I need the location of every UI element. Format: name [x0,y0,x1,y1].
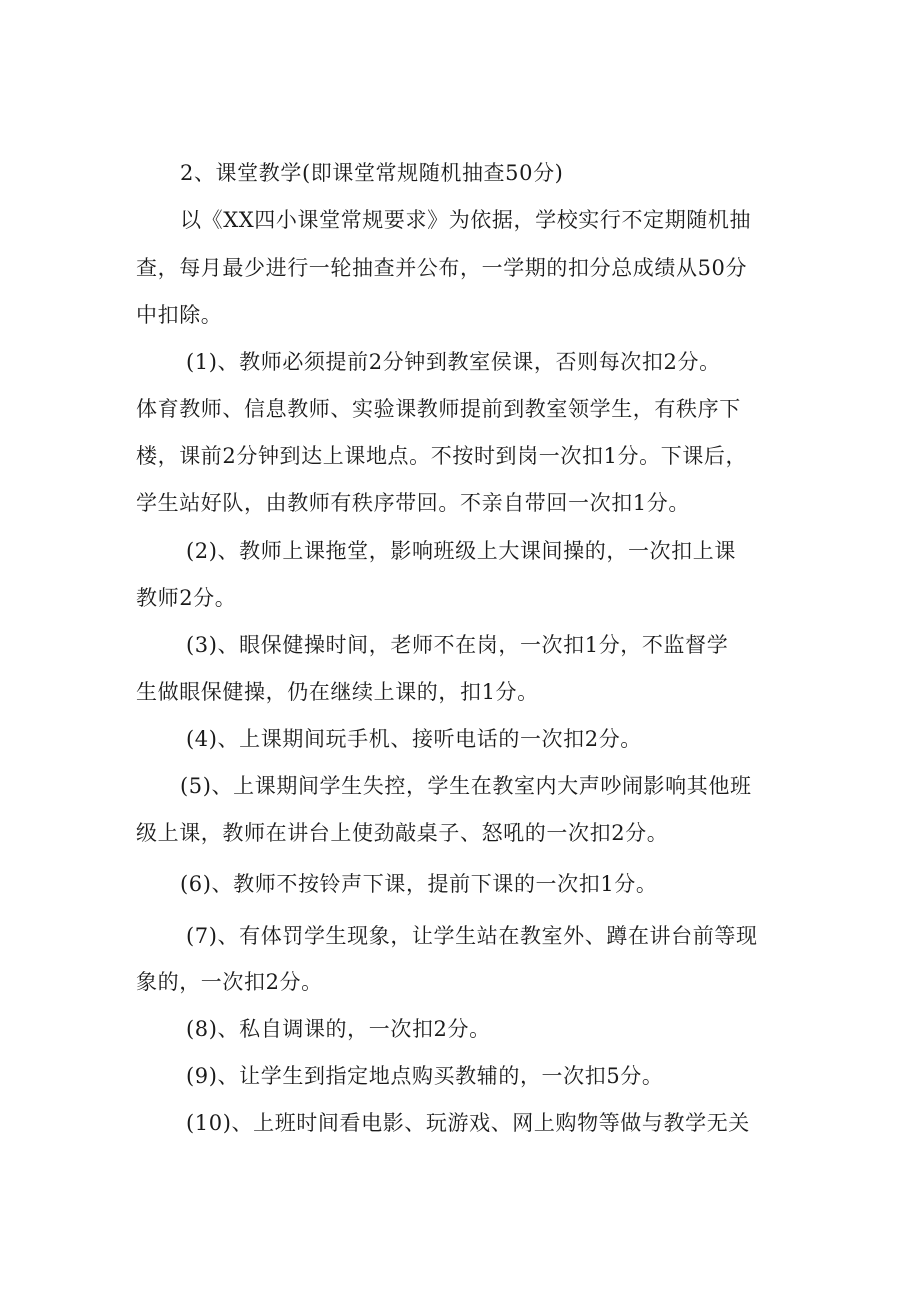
paragraph-line: 楼，课前2分钟到达上课地点。不按时到岗一次扣1分。下课后， [136,444,748,468]
rule-item-9: (9)、让学生到指定地点购买教辅的，一次扣5分。 [186,1064,664,1088]
paragraph-line: 生做眼保健操，仍在继续上课的，扣1分。 [136,680,539,704]
paragraph-line: 查，每月最少进行一轮抽查并公布，一学期的扣分总成绩从50分 [136,256,748,280]
rule-item-2: (2)、教师上课拖堂，影响班级上大课间操的，一次扣上课 [186,539,736,563]
rule-item-5: (5)、上课期间学生失控，学生在教室内大声吵闹影响其他班 [180,774,752,798]
paragraph-line: 以《XX四小课堂常规要求》为依据，学校实行不定期随机抽 [180,208,752,232]
section-heading: 2、课堂教学(即课堂常规随机抽查50分) [180,161,564,185]
rule-item-1: (1)、教师必须提前2分钟到教室侯课，否则每次扣2分。 [186,350,721,374]
paragraph-line: 级上课，教师在讲台上使劲敲桌子、怒吼的一次扣2分。 [136,821,669,845]
paragraph-line: 中扣除。 [136,303,223,327]
paragraph-line: 学生站好队，由教师有秩序带回。不亲自带回一次扣1分。 [136,491,690,515]
rule-item-4: (4)、上课期间玩手机、接听电话的一次扣2分。 [186,727,642,751]
paragraph-line: 象的，一次扣2分。 [136,970,323,994]
rule-item-10: (10)、上班时间看电影、玩游戏、网上购物等做与教学无关 [186,1111,750,1135]
paragraph-line: 教师2分。 [136,586,237,610]
rule-item-7: (7)、有体罚学生现象，让学生站在教室外、蹲在讲台前等现 [186,924,758,948]
paragraph-line: 体育教师、信息教师、实验课教师提前到教室领学生，有秩序下 [136,397,741,421]
rule-item-3: (3)、眼保健操时间，老师不在岗，一次扣1分，不监督学 [186,633,729,657]
rule-item-6: (6)、教师不按铃声下课，提前下课的一次扣1分。 [180,872,658,896]
rule-item-8: (8)、私自调课的，一次扣2分。 [186,1017,491,1041]
